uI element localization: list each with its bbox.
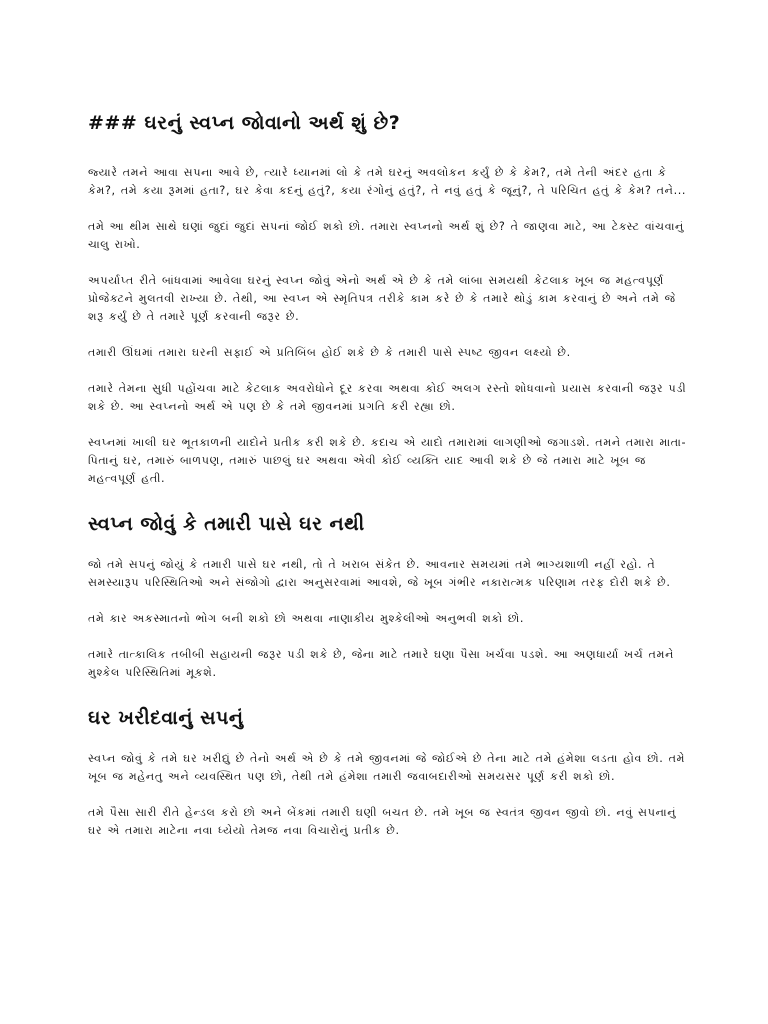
paragraph: જ્યારે તમને આવા સપના આવે છે, ત્યારે ધ્યાનમાં લો કે તમે ઘરનું અવલોકન કર્યું છે કે કેમ?, તમે તેની અંદર હતા કે કેમ?, તમે કયા રૂમમાં હતા?, ઘર કેવા કદનું હતું?, કયા રંગોનું હતું?, તે નવું હતું કે જૂનું?, તે પરિચિત હતું કે કેમ? તને... <box>88 166 687 197</box>
paragraph: સ્વપ્નમાં ખાલી ઘર ભૂતકાળની યાદોને પ્રતીક કરી શકે છે. કદાચ એ યાદો તમારામાં લાગણીઓ જગાડશે. તમને તમારા માતા-પિતાનું ઘર, તમારું બાળપણ, તમારું પાછલું ઘર અથવા એવી કોઈ વ્યક્તિ યાદ આવી શકે છે જે તમારા માટે ખૂબ જ મહત્વપૂર્ણ હતી. <box>88 436 687 485</box>
document-page <box>88 108 688 858</box>
page-title: ### ઘરનું સ્વપ્ન જોવાનો અર્થ શું છે? <box>88 112 401 134</box>
paragraph: તમારી ઊંઘમાં તમારા ઘરની સફાઈ એ પ્રતિબિંબ હોઈ શકે છે કે તમારી પાસે સ્પષ્ટ જીવન લક્ષ્યો છે. <box>88 346 571 359</box>
paragraph: સ્વપ્ન જોવું કે તમે ઘર ખરીદ્યું છે તેનો અર્થ એ છે કે તમે જીવનમાં જે જોઈએ છે તેના માટે તમે હંમેશા લડતા હોવ છો. તમે ખૂબ જ મહેનતુ અને વ્યવસ્થિત પણ છો, તેથી તમે હંમેશા તમારી જવાબદારીઓ સમયસર પૂર્ણ કરી શકો છો. <box>88 752 686 783</box>
paragraph: અપર્યાપ્ત રીતે બાંધવામાં આવેલા ઘરનું સ્વપ્ન જોવું એનો અર્થ એ છે કે તમે લાંબા સમયથી કેટલાક ખૂબ જ મહત્વપૂર્ણ પ્રોજેક્ટને મુલતવી રાખ્યા છે. તેથી, આ સ્વપ્ન એ સ્મૃતિપત્ર તરીકે કામ કરે છે કે તમારે થોડું કામ કરવાનું છે અને તમે જે શરૂ કર્યું છે તે તમારે પૂર્ણ કરવાની જરૂર છે. <box>88 274 676 323</box>
paragraph: તમારે તાત્કાલિક તબીબી સહાયની જરૂર પડી શકે છે, જેના માટે તમારે ઘણા પૈસા ખર્ચવા પડશે. આ અણધાર્યા ખર્ચ તમને મુશ્કેલ પરિસ્થિતિમાં મૂકશે. <box>88 648 674 679</box>
paragraph: તમારે તેમના સુધી પહોંચવા માટે કેટલાક અવરોધોને દૂર કરવા અથવા કોઈ અલગ રસ્તો શોધવાનો પ્રયાસ કરવાની જરૂર પડી શકે છે. આ સ્વપ્નનો અર્થ એ પણ છે કે તમે જીવનમાં પ્રગતિ કરી રહ્યા છો. <box>88 382 687 413</box>
paragraph: જો તમે સપનું જોયું કે તમારી પાસે ઘર નથી, તો તે ખરાબ સંકેત છે. આવનાર સમયમાં તમે ભાગ્યશાળી નહીં રહો. તે સમસ્યારૂપ પરિસ્થિતિઓ અને સંજોગો દ્વારા અનુસરવામાં આવશે, જે ખૂબ ગંભીર નકારાત્મક પરિણામ તરફ દોરી શકે છે. <box>88 558 671 589</box>
paragraph: તમે કાર અકસ્માતનો ભોગ બની શકો છો અથવા નાણાકીય મુશ્કેલીઓ અનુભવી શકો છો. <box>88 612 525 625</box>
paragraph: તમે પૈસા સારી રીતે હેન્ડલ કરો છો અને બેંકમાં તમારી ઘણી બચત છે. તમે ખૂબ જ સ્વતંત્ર જીવન જીવો છો. નવું સપનાનું ઘર એ તમારા માટેના નવા ધ્યેયો તેમજ નવા વિચારોનું પ્રતીક છે. <box>88 806 677 837</box>
section-heading: ઘર ખરીદવાનું સપનું <box>88 707 244 729</box>
paragraph: તમે આ થીમ સાથે ઘણાં જુદાં જુદાં સપનાં જોઈ શકો છો. તમારા સ્વપ્નનો અર્થ શું છે? તે જાણવા માટે, આ ટેક્સ્ટ વાંચવાનું ચાલુ રાખો. <box>88 220 684 251</box>
section-heading: સ્વપ્ન જોવું કે તમારી પાસે ઘર નથી <box>88 513 365 535</box>
